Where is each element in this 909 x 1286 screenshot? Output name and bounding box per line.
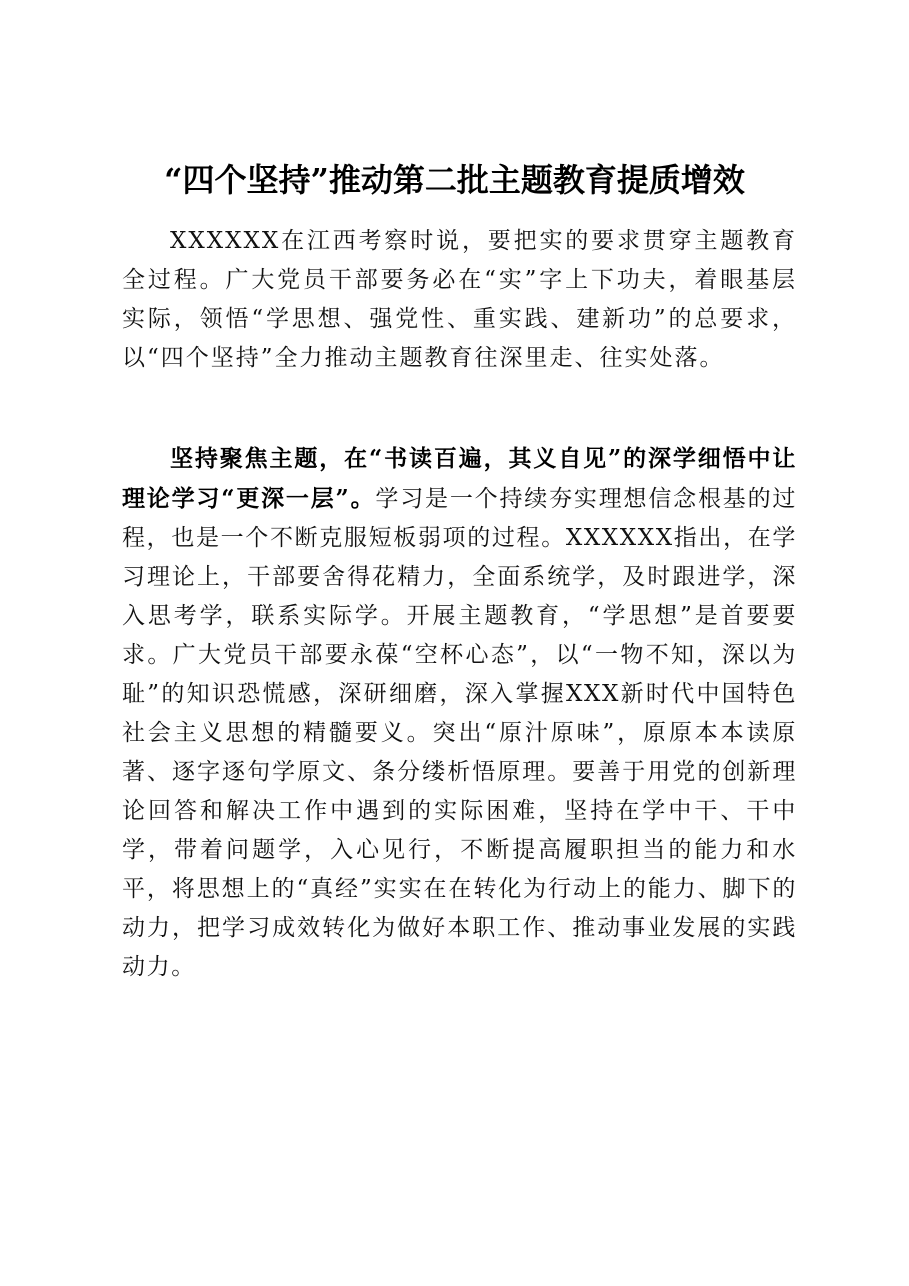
document-title: “四个坚持”推动第二批主题教育提质增效 (164, 161, 745, 199)
paragraph-intro-text: XXXXXX在江西考察时说，要把实的要求贯穿主题教育全过程。广大党员干部要务必在“实”字上下功夫，着眼基层实际，领悟“学思想、强党性、重实践、建新功”的总要求，以“四个坚持”全力推动主题教育往深里走、往实处落。 (122, 228, 797, 371)
paragraph-section-one (122, 439, 797, 987)
section-one-heading: 坚持聚焦主题，在“书读百遍，其义自见”的深学细悟中让理论学习“更深一层”。 (122, 445, 797, 512)
paragraph-intro (122, 222, 797, 378)
section-one-text: 学习是一个持续夯实理想信念根基的过程，也是一个不断克服短板弱项的过程。XXXXXX指出，在学习理论上，干部要舍得花精力，全面系统学，及时跟进学，深入思考学，联系实际学。开展主题教育，“学思想”是首要要求。广大党员干部要永葆“空杯心态”，以“一物不知，深以为耻”的知识恐慌感，深研细磨，深入掌握XXX新时代中国特色社会主义思想的精髓要义。突出“原汁原味”，原原本本读原著、逐字逐句学原文、条分缕析悟原理。要善于用党的创新理论回答和解决工作中遇到的实际困难，坚持在学中干、干中学，带着问题学，入心见行，不断提高履职担当的能力和水平，将思想上的“真经”实实在在转化为行动上的能力、脚下的动力，把学习成效转化为做好本职工作、推动事业发展的实践动力。 (122, 486, 798, 980)
